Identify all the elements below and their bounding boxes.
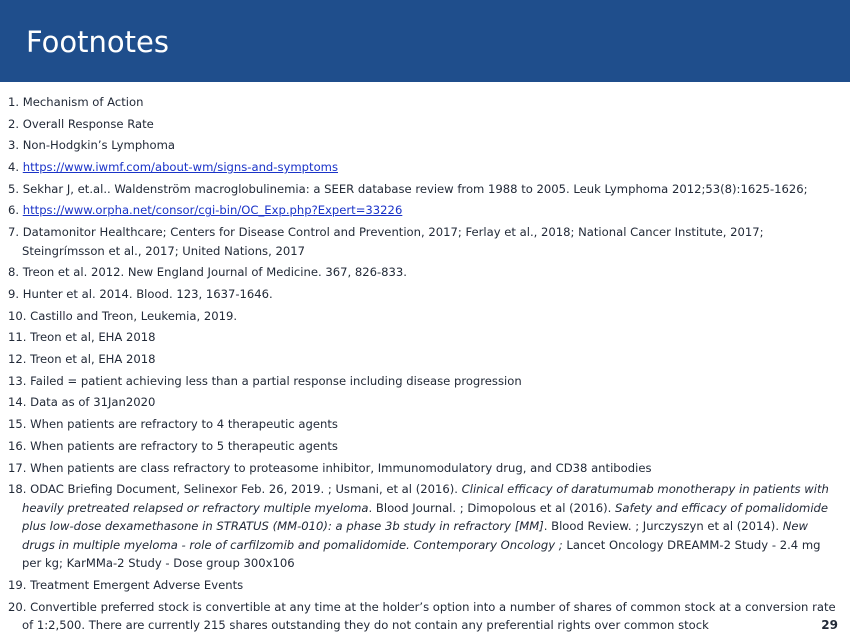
- footnote-text: Failed = patient achieving less than a partial response including disease progression: [30, 373, 522, 388]
- footnote-number: 15.: [8, 417, 27, 432]
- footnote-item: [8, 136, 842, 155]
- footnote-number: 13.: [8, 373, 27, 388]
- footnote-text: Datamonitor Healthcare; Centers for Disease Control and Prevention, 2017; Ferlay et al., 2018; National Cancer Institute, 2017; Steingrímsson et al., 2017; United Nations, 2017: [22, 225, 764, 258]
- footnote-text: Treatment Emergent Adverse Events: [30, 577, 244, 592]
- footnote-item: [8, 93, 842, 112]
- footnote-citation-title: Safety and efficacy of pomalidomide plus low-dose dexamethasone in STRATUS (MM-010): a phase 3b study in refractory [MM]: [22, 500, 829, 534]
- footnote-text: Treon et al, EHA 2018: [30, 330, 156, 345]
- footnote-number: 6.: [8, 203, 20, 218]
- footnote-item: [8, 307, 842, 326]
- footnote-number: 20.: [8, 599, 27, 614]
- footnote-item: [8, 350, 842, 369]
- footnote-item: [8, 263, 842, 282]
- footnote-number: 17.: [8, 460, 27, 475]
- footnote-item: [8, 201, 842, 220]
- footnote-item: [8, 285, 842, 304]
- footnote-text: Overall Response Rate: [22, 116, 154, 131]
- footnote-number: 8.: [8, 265, 20, 280]
- page-number: 29: [821, 618, 838, 632]
- footnote-item: [8, 372, 842, 391]
- footnote-text: ODAC Briefing Document, Selinexor Feb. 26, 2019. ; Usmani, et al (2016).: [30, 482, 462, 497]
- footnote-item: [8, 223, 842, 260]
- footnote-number: 14.: [8, 395, 27, 410]
- footnote-text: Hunter et al. 2014. Blood. 123, 1637-1646.: [22, 287, 273, 301]
- footnote-number: 2.: [8, 116, 20, 131]
- footnote-number: 4.: [8, 160, 20, 175]
- footnote-number: 11.: [8, 330, 27, 345]
- footnote-list: [8, 93, 842, 635]
- footnote-text: Mechanism of Action: [22, 95, 144, 109]
- footnote-text: Treon et al. 2012. New England Journal of Medicine. 367, 826-833.: [22, 265, 407, 280]
- footnote-number: 12.: [8, 352, 27, 367]
- footnote-text: Convertible preferred stock is convertible at any time at the holder’s option into a number of shares of common stock at a conversion rate of 1:2,500. There are currently 215 shares outstanding they do not contain any preferential rights over common stock: [22, 599, 836, 633]
- footnote-item: [8, 393, 842, 412]
- footnote-number: 3.: [8, 138, 20, 153]
- footnote-number: 16.: [8, 438, 27, 453]
- footnote-item: [8, 480, 842, 573]
- footnote-citation-title: Clinical efficacy of daratumumab monotherapy in patients with heavily pretreated relapsed or refractory multiple myeloma: [22, 482, 829, 515]
- footnote-number: 1.: [8, 95, 20, 109]
- footnote-text: . Blood Journal. ; Dimopolous et al (2016).: [368, 500, 616, 515]
- footnote-item: [8, 598, 842, 635]
- footnote-text: Non-Hodgkin’s Lymphoma: [22, 138, 176, 153]
- footnote-text: Sekhar J, et.al.. Waldenström macroglobulinemia: a SEER database review from 1988 to 2005. Leuk Lymphoma 2012;53(8):1625-1626;: [22, 181, 808, 196]
- footnote-item: [8, 576, 842, 595]
- footnote-number: 7.: [8, 225, 20, 240]
- title-bar: [0, 0, 850, 82]
- footnote-link[interactable]: https://www.iwmf.com/about-wm/signs-and-symptoms: [22, 160, 338, 175]
- footnote-item: [8, 115, 842, 134]
- footnote-text: Castillo and Treon, Leukemia, 2019.: [30, 308, 238, 323]
- footnote-item: [8, 180, 842, 199]
- footnote-number: 18.: [8, 482, 27, 497]
- footnote-link[interactable]: https://www.orpha.net/consor/cgi-bin/OC_Exp.php?Expert=33226: [22, 203, 403, 218]
- footnote-number: 10.: [8, 308, 27, 323]
- footnote-text: Treon et al, EHA 2018: [30, 352, 156, 367]
- page-title: Footnotes: [26, 25, 169, 59]
- footnote-item: [8, 437, 842, 456]
- footnote-item: [8, 328, 842, 347]
- footnote-text: When patients are class refractory to proteasome inhibitor, Immunomodulatory drug, and CD38 antibodies: [30, 460, 652, 475]
- footnote-item: [8, 158, 842, 177]
- footnote-number: 5.: [8, 181, 20, 196]
- footnote-number: 9.: [8, 287, 20, 301]
- footnote-text: When patients are refractory to 5 therapeutic agents: [30, 438, 338, 453]
- footnote-text: . Blood Review. ; Jurczyszyn et al (2014).: [543, 519, 783, 534]
- footnote-number: 19.: [8, 577, 27, 592]
- footnote-item: [8, 415, 842, 434]
- footnote-text: Lancet Oncology DREAMM-2 Study - 2.4 mg per kg; KarMMa-2 Study - Dose group 300x106: [22, 537, 821, 571]
- footnote-item: [8, 459, 842, 478]
- footnote-text: Data as of 31Jan2020: [30, 395, 156, 410]
- footnote-text: When patients are refractory to 4 therapeutic agents: [30, 417, 338, 432]
- footnote-citation-title: New drugs in multiple myeloma - role of carfilzomib and pomalidomide. Contemporary Oncology ;: [22, 519, 809, 552]
